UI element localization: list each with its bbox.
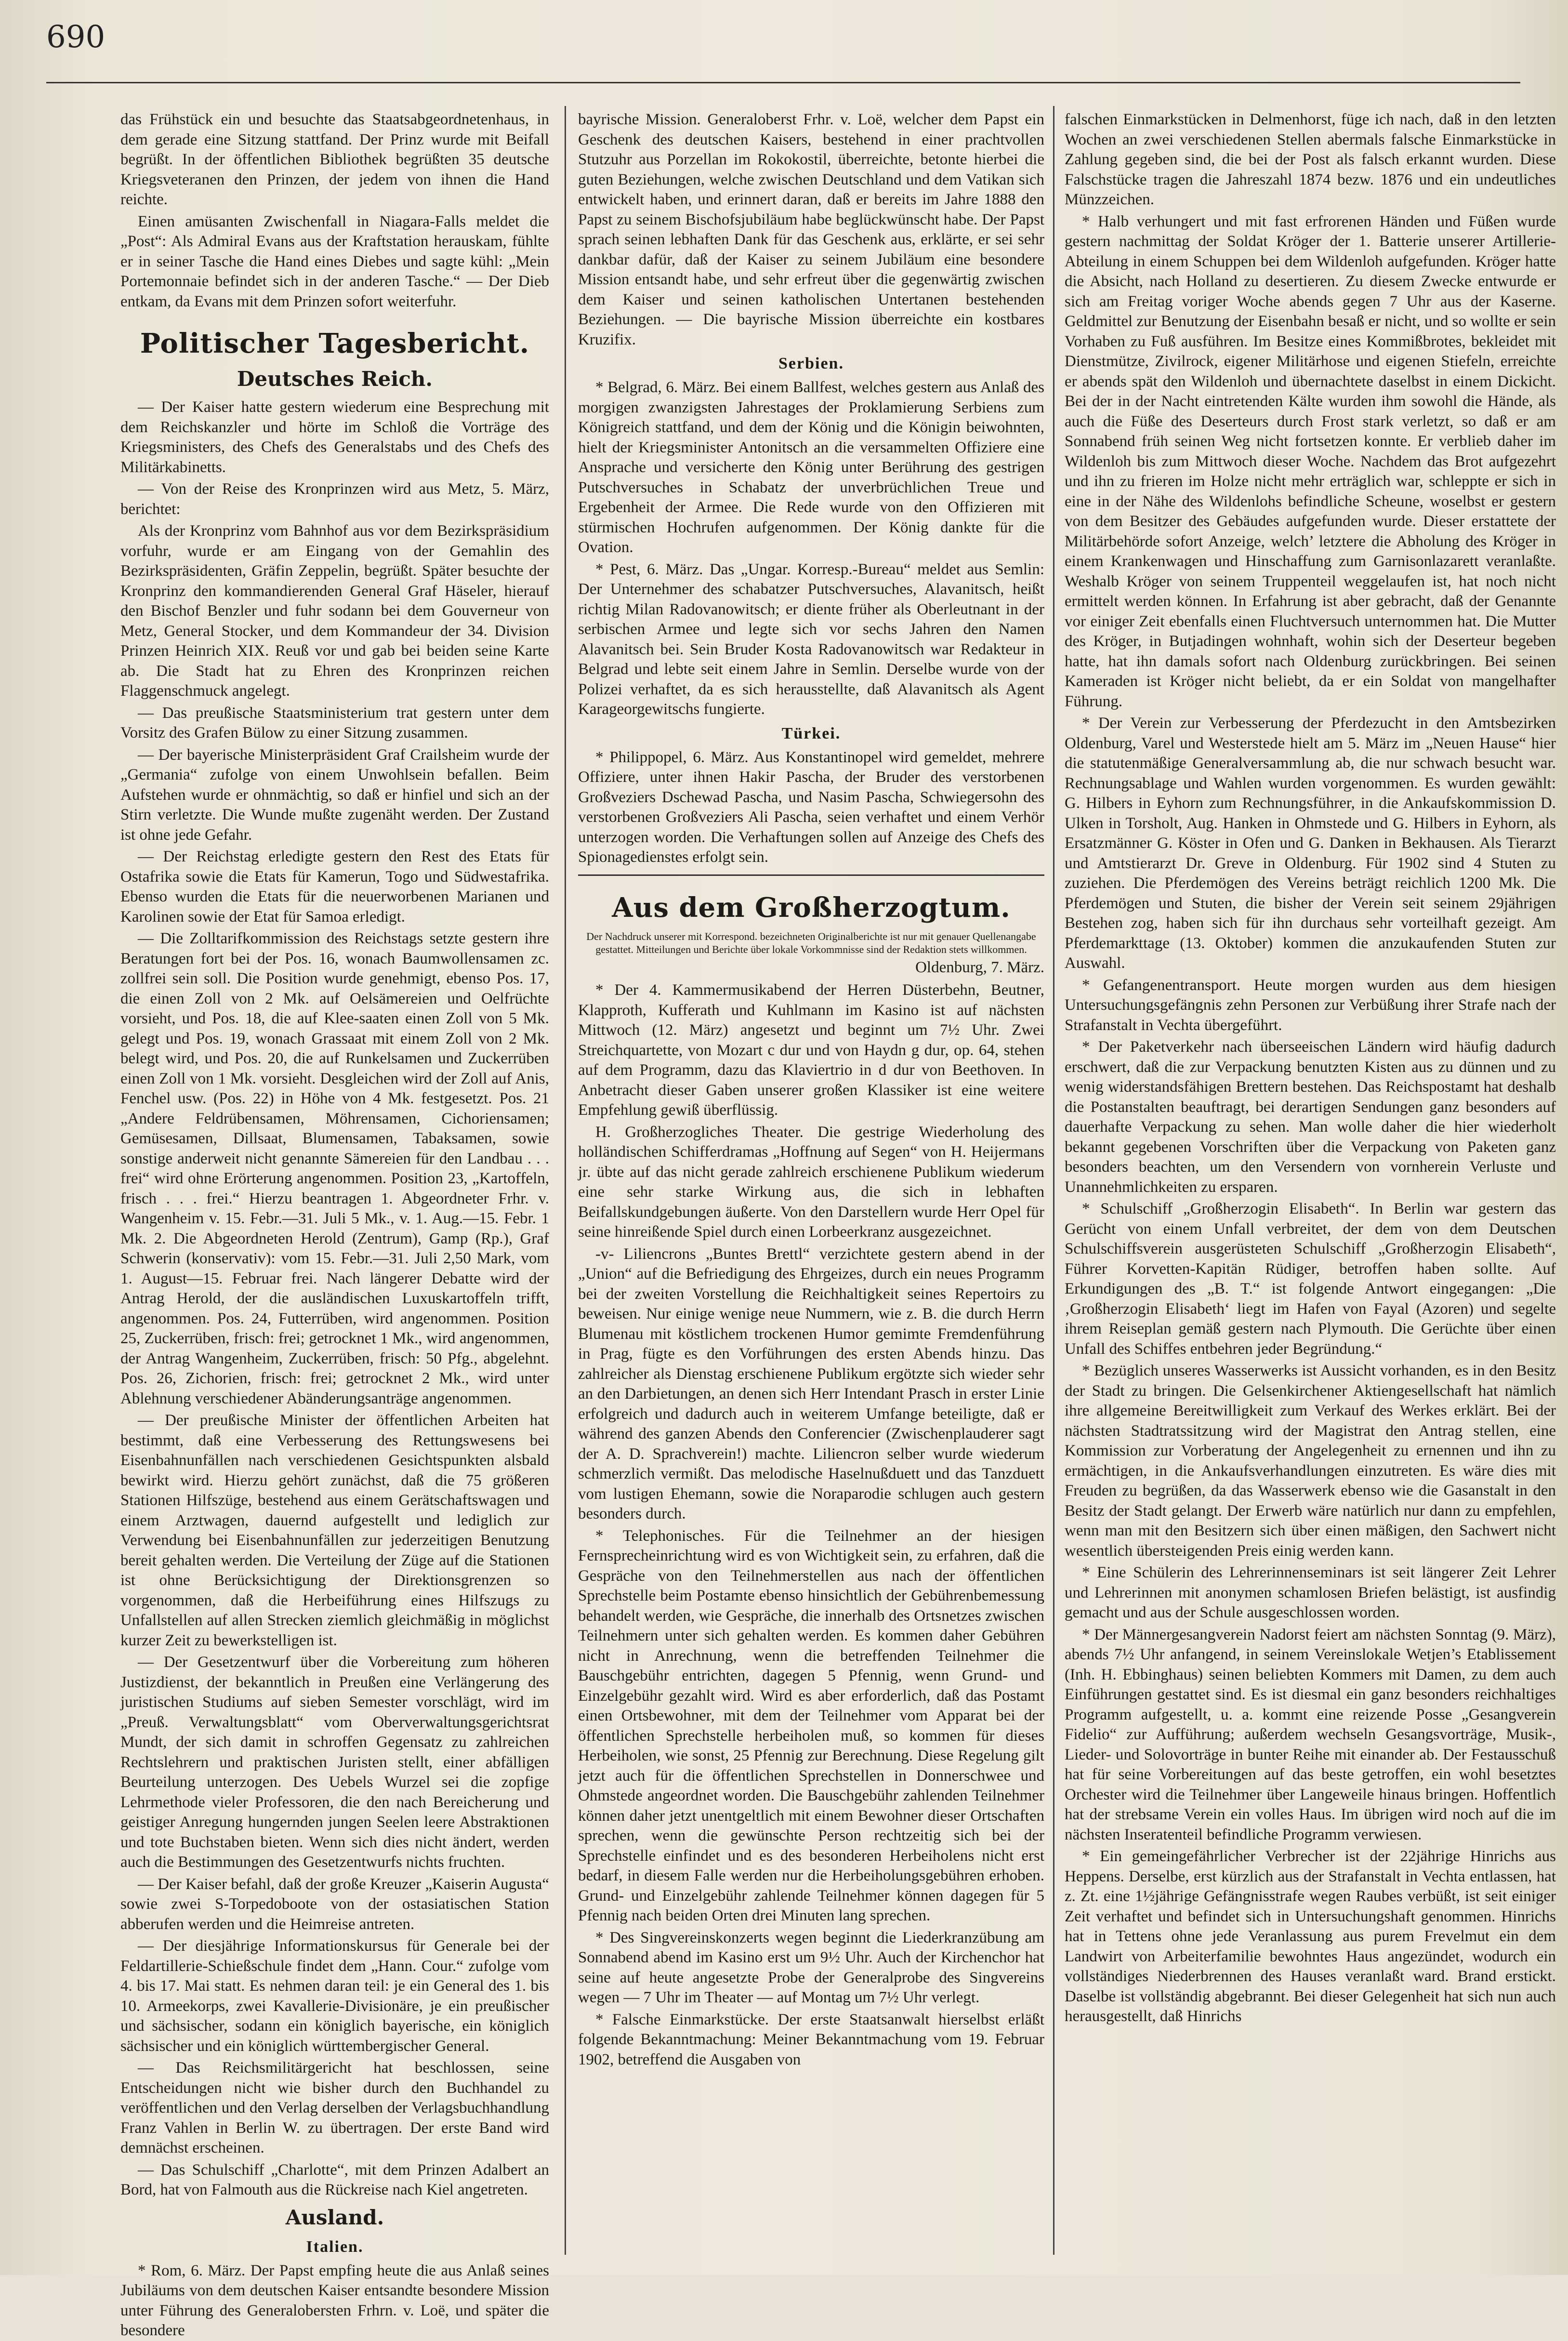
section-heading-grand-duchy: Aus dem Großherzogtum.	[612, 891, 1011, 924]
article-text: — Der Kaiser befahl, daß der große Kreuzer „Kaiserin Augusta“ sowie zwei S-Torpedoboote von der ostasiatischen Station abberufen werden und die Heimreise antreten.	[120, 1875, 549, 1933]
article-text: * Der Verein zur Verbesserung der Pferdezucht in den Amtsbezirken Oldenburg, Varel und Westerstede hielt am 5. März im „Neuen Hause“ hier die statutenmäßige Generalversammlung ab, die nur schwach besucht war. Rechnungsablage und Wahlen wurden vorgenommen. Es wurden gewählt: G. Hilbers in Eyhorn zum Rechnungsführer, in die Ankaufskommission D. Ulken in Torsholt, Aug. Hanken in Ohmstede und G. Hilbers in Eyhorn, als Ersatzmänner G. Köster in Ofen und G. Danken in Bekhausen. Als Tierarzt und Amtstierarzt Dr. Greve in Oldenburg. Für 1902 sind 4 Stuten zu zuziehen. Die Pferdemögen des Vereins beträgt reichlich 1200 Mk. Die Pferdemögen und Stuten, die bisher der Verein seit seinem 29jährigen Bestehen zog, haben sich für ihn durchaus sehr vorteilhaft gezeigt. Am Pferdemarkttage (13. Oktober) kommen die anzukaufenden Stuten zur Auswahl.	[1065, 714, 1556, 972]
country-heading-serbia: Serbien.	[778, 355, 844, 372]
article-text: — Der Reichstag erledigte gestern den Rest des Etats für Ostafrika sowie die Etats für Kamerun, Togo und Südwestafrika. Ebenso wurden die Etats für die neuerworbenen Marianen und Karolinen sowie der Etat für Samoa erledigt.	[120, 848, 549, 926]
article-text: * Bezüglich unseres Wasserwerks ist Aussicht vorhanden, es in den Besitz der Stadt zu bringen. Die Gelsenkirchener Aktiengesellschaft hat nämlich ihre allgemeine Bereitwilligkeit zum Verkauf des Werkes erklärt. Bei der nächsten Stadtratssitzung wird der Magistrat den Antrag stellen, eine Kommission zur Vorberatung der Angelegenheit zu ernennen und ihn zu ermächtigen, in die Ankaufsverhandlungen einzutreten. Es wäre dies mit Freuden zu begrüßen, da das Wasserwerk ebenso wie die Gasanstalt in den Besitz der Stadt gelangt. Der Erwerb wäre natürlich nur dann zu empfehlen, wenn man mit den Besitzern sich über einen mäßigen, den Sachwert nicht wesentlich übersteigenden Preis einig werden kann.	[1065, 1362, 1556, 1560]
reprint-note: Der Nachdruck unserer mit Korrespond. bezeichneten Originalberichte ist nur mit genauer Quellenangabe gestattet. Mitteilungen und Berichte über lokale Vorkommnisse sind der Redaktion stets willkommen.	[586, 930, 1036, 955]
page-number: 690	[46, 19, 105, 55]
article-text: * Belgrad, 6. März. Bei einem Ballfest, welches gestern aus Anlaß des morgigen zwanzigsten Jahrestages der Proklamierung Serbiens zum Königreich stattfand, und dem der König und die Königin beiwohnten, hielt der Kriegsminister Antonitsch an die versammelten Offiziere eine Ansprache und versicherte den König unter Berührung des gestrigen Putschversuches in Schabatz der unverbrüchlichen Treue und Ergebenheit der Armee. Die Rede wurde von den Offizieren mit stürmischen Hochrufen aufgenommen. Der König dankte für die Ovation.	[578, 379, 1044, 556]
header-rule	[46, 82, 1520, 83]
column-divider-2	[1053, 106, 1054, 2255]
section-heading-abroad: Ausland.	[285, 2205, 384, 2229]
column-1	[120, 110, 549, 2339]
article-text: * Ein gemeingefährlicher Verbrecher ist der 22jährige Hinrichs aus Heppens. Derselbe, erst kürzlich aus der Strafanstalt in Vechta entlassen, hat z. Zt. eine 1½jährige Gefängnisstrafe wegen Raubes verbüßt, ist seit einiger Zeit verhaftet und befindet sich in Untersuchungshaft genommen. Hinrichs hat in Tettens ohne jede Veranlassung aus purem Frevelmut ein dem Landwirt von Arbeiterfamilie bewohntes Haus angezündet, wodurch ein vollständiges Niederbrennen des Hauses veranlaßt ward. Brand erstickt. Daselbe ist vollständig abgebrannt. Bei dieser Gelegenheit hat sich nun auch herausgestellt, daß Hinrichs	[1065, 1848, 1556, 2025]
article-text: — Das preußische Staatsministerium trat gestern unter dem Vorsitz des Grafen Bülow zu einer Sitzung zusammen.	[120, 704, 549, 741]
article-text: * Eine Schülerin des Lehrerinnenseminars ist seit längerer Zeit Lehrer und Lehrerinnen mit anonymen schamlosen Briefen belästigt, ist ausfindig gemacht und aus der Schule ausgeschlossen worden.	[1065, 1564, 1556, 1621]
article-text: H. Großherzogliches Theater. Die gestrige Wiederholung des holländischen Schifferdramas „Hoffnung auf Segen“ von H. Heijermans jr. übte auf das nicht gerade zahlreich erschienene Publikum wiederum eine sehr starke Wirkung aus, die sich in lebhaften Beifallskundgebungen äußerte. Von den Darstellern wurde Herr Opel für seine hinreißende Spiel durch einen Lorbeerkranz ausgezeichnet.	[578, 1123, 1044, 1241]
column-divider-1	[565, 106, 566, 2255]
country-heading-turkey: Türkei.	[781, 724, 841, 742]
article-text: — Das Reichsmilitärgericht hat beschlossen, seine Entscheidungen nicht wie bisher durch den Buchhandel zu veröffentlichen und den Verlag derselben der Verlagsbuchhandlung Franz Vahlen in Berlin W. zu übertragen. Der erste Band wird demnächst erscheinen.	[120, 2059, 549, 2156]
article-text: * Der Männergesangverein Nadorst feiert am nächsten Sonntag (9. März), abends 7½ Uhr anfangend, in seinem Vereinslokale Wetjen’s Etablissement (Inh. H. Ebbinghaus) seinen beliebten Kommers mit Damen, zu dem auch Einführungen gestattet sind. Es ist diesmal ein ganz besonders reichhaltiges Programm aufgestellt, u. a. kommt eine reizende Posse „Gesangverein Fidelio“ zur Aufführung; außerdem wechseln Gesangsvorträge, Musik-, Lieder- und Solovorträge in bunter Reihe mit einander ab. Der Festausschuß hat für seine Vorbereitungen auf das beste getroffen, ein wohl besetztes Orchester wird die Teilnehmer über Langeweile hinaus bringen. Hoffentlich hat der strebsame Verein ein volles Haus. Im übrigen wird noch auf die im nächsten Inseratenteil befindliche Programm verwiesen.	[1065, 1626, 1556, 1843]
section-heading: Politischer Tagesbericht.	[140, 328, 530, 359]
article-text: — Von der Reise des Kronprinzen wird aus Metz, 5. März, berichtet:	[120, 480, 549, 518]
article-text: * Pest, 6. März. Das „Ungar. Korresp.-Bureau“ meldet aus Semlin: Der Unternehmer des schabatzer Putschversuches, Alavanitsch, heißt richtig Milan Radovanowitsch; er diente früher als Oberleutnant in der serbischen Armee und legte sich vor sechs Jahren den Namen Alavanitsch bei. Sein Bruder Kosta Radovanowitsch war Redakteur in Belgrad und lebte seit einem Jahre in Semlin. Derselbe wurde von der Polizei verhaftet, da es sich herausstellte, daß Alavanitsch als Agent Karageorgewitschs fungierte.	[578, 560, 1044, 718]
article-text: — Der diesjährige Informationskursus für Generale bei der Feldartillerie-Schießschule findet dem „Hann. Cour.“ zufolge vom 4. bis 17. Mai statt. Es nehmen daran teil: je ein General des 1. bis 10. Armeekorps, zwei Kavallerie-Divisionäre, je ein preußischer und sächsischer, sodann ein königlich bayerische, ein königlich sächsischer und ein königlich württembergischer General.	[120, 1937, 549, 2055]
article-text: das Frühstück ein und besuchte das Staatsabgeordnetenhaus, in dem gerade eine Sitzung stattfand. Der Prinz wurde mit Beifall begrüßt. In der öffentlichen Bibliothek begrüßten 35 deutsche Kriegsveteranen den Prinzen, der jedem von ihnen die Hand reichte.	[120, 111, 549, 208]
article-text: * Gefangenentransport. Heute morgen wurden aus dem hiesigen Untersuchungsgefängnis zehn Personen zur Verbüßung ihrer Strafe nach der Strafanstalt in Vechta übergeführt.	[1065, 976, 1556, 1034]
column-3	[1065, 110, 1556, 2249]
article-text: * Rom, 6. März. Der Papst empfing heute die aus Anlaß seines Jubiläums von dem deutschen Kaiser entsandte besondere Mission unter Führung des Generalobersten Frhrn. v. Loë, und später die besondere	[120, 2262, 549, 2339]
country-heading-italy: Italien.	[306, 2237, 364, 2256]
article-text: bayrische Mission. Generaloberst Frhr. v. Loë, welcher dem Papst ein Geschenk des deutschen Kaisers, bestehend in einer prachtvollen Stutzuhr aus Porzellan im Rokokostil, überreichte, betonte hierbei die guten Beziehungen, welche zwischen Deutschland und dem Vatikan sich entwickelt haben, und erinnert daran, daß er bereits im Jahre 1888 den Papst zu seinem Bischofsjubiläum habe beglückwünscht habe. Der Papst sprach seinen lebhaften Dank für das Geschenk aus, erklärte, er sei sehr dankbar dafür, daß der Kaiser zu seinem Jubiläum eine besondere Mission entsandt habe, und sehr erfreut über die gegenwärtig zwischen dem Kaiser und seinen katholischen Untertanen bestehenden Beziehungen. — Die bayrische Mission überreichte ein kostbares Kruzifix.	[578, 111, 1044, 348]
dateline: Oldenburg, 7. März.	[915, 958, 1044, 976]
article-text: * Der Paketverkehr nach überseeischen Ländern wird häufig dadurch erschwert, daß die zur Verpackung benutzten Kisten aus zu dünnen und zu wenig widerstandsfähigen Brettern bestehen. Das Reichspostamt hat deshalb die Postanstalten beauftragt, bei derartigen Sendungen ganz besonders auf dauerhafte Verpackung zu sehen. Man wolle daher die hier wiederholt bekannt gegebenen Vorschriften über die Verpackung von Paketen ganz besonders beachten, um den Versendern von vornherein Verluste und Unannehmlichkeiten zu ersparen.	[1065, 1038, 1556, 1196]
article-text: falschen Einmarkstücken in Delmenhorst, füge ich nach, daß in den letzten Wochen an zwei verschiedenen Stellen abermals falsche Einmarkstücke in Zahlung gegeben sind, die bei der Post als falsch erkannt wurden. Diese Falschstücke tragen die Jahreszahl 1874 bezw. 1876 und ein undeutliches Münzzeichen.	[1065, 111, 1556, 208]
article-text: * Des Singvereinskonzerts wegen beginnt die Liederkranzübung am Sonnabend abend im Kasino erst um 9½ Uhr. Auch der Kirchenchor hat seine auf heute angesetzte Probe der Generalprobe des Singvereins wegen — 7 Uhr im Theater — auf Montag um 7½ Uhr verlegt.	[578, 1929, 1044, 2006]
article-text: — Der Kaiser hatte gestern wiederum eine Besprechung mit dem Reichskanzler und hörte im Schloß die Vorträge des Kriegsministers, des Chefs des Generalstabs und des Chefs des Militärkabinetts.	[120, 398, 549, 476]
section-rule	[578, 874, 1044, 876]
article-text: * Der 4. Kammermusikabend der Herren Düsterbehn, Beutner, Klapproth, Kufferath und Kuhlmann im Kasino ist auf nächsten Mittwoch (12. März) angesetzt und beginnt um 7½ Uhr. Zwei Streichquartette, von Mozart c dur und von Haydn g dur, op. 64, stehen auf dem Programm, dazu das Klaviertrio in d dur von Beethoven. In Anbetracht dieser Gaben unserer großen Klassiker ist eine weitere Empfehlung gewiß überflüssig.	[578, 981, 1044, 1119]
column-2	[578, 110, 1044, 2249]
article-text: — Der bayerische Ministerpräsident Graf Crailsheim wurde der „Germania“ zufolge von einem Unwohlsein befallen. Beim Aufstehen wurde er ohnmächtig, so daß er hinfiel und sich an der Stirn verletzte. Die Wunde mußte zugenäht werden. Der Zustand ist ohne jede Gefahr.	[120, 746, 549, 844]
article-text: * Halb verhungert und mit fast erfrorenen Händen und Füßen wurde gestern nachmittag der Soldat Kröger der 1. Batterie unserer Artillerie-Abteilung in einem Schuppen bei dem Wildenloh aufgefunden. Kröger hatte die Absicht, nach Holland zu desertieren. Zu diesem Zwecke entwurde er sich am Freitag voriger Woche abends gegen 7 Uhr aus der Kaserne. Geldmittel zur Benutzung der Eisenbahn besaß er nicht, und so wollte er sein Vorhaben zu Fuß ausführen. Im Besitze eines Kommißbrotes, bekleidet mit Dienstmütze, Zivilrock, eigener Militärhose und eigenen Stiefeln, erreichte er abends spät den Wildenloh und übernachtete daselbst in einem Dickicht. Bei der in der Nacht eintretenden Kälte wurden ihm sowohl die Hände, als auch die Füße des Deserteurs durch Frost stark verletzt, so daß er am Sonnabend früh seinen Weg nicht fortsetzen konnte. Er verblieb daher im Wildenloh bis zum Mittwoch dieser Woche. Nachdem das Brot aufgezehrt und ihn zu frieren im Holze nicht mehr erträglich war, schleppte er sich in eine in der Nähe des Wildenlohs befindliche Scheune, woselbst er gestern von dem Besitzer des Gebäudes aufgefunden wurde. Dieser erstattete der Militärbehörde sofort Anzeige, welch’ letztere die Abholung des Kröger in einem Krankenwagen und Hinschaffung zum Garnisonlazarett veranlaßte. Weshalb Kröger von seinem Truppenteil weggelaufen ist, hat noch nicht ermittelt werden können. In Erfahrung ist aber gebracht, daß der Genannte vor einiger Zeit ebenfalls einen Fluchtversuch unternommen hat. Die Mutter des Kröger, in Butjadingen wohnhaft, wohin sich der Deserteur begeben hatte, hat ihn damals sofort nach Oldenburg zurückbringen. Bei seinen Kameraden ist Kröger nicht beliebt, da er ein Soldat von mangelhafter Führung.	[1065, 212, 1556, 710]
article-text: — Die Zolltarifkommission des Reichstags setzte gestern ihre Beratungen fort bei der Pos. 16, wonach Baumwollensamen zc. zollfrei sein soll. Die Position wurde genehmigt, ebenso Pos. 17, die einen Zoll von 2 Mk. auf Oelsämereien und Oelfrüchte vorsieht, und Pos. 18, die auf Klee-saaten einen Zoll von 5 Mk. gelegt und Pos. 19, wonach Grassaat mit einem Zoll von 2 Mk. belegt wird, und Pos. 20, die auf Runkelsamen und Zuckerrüben einen Zoll von 1 Mk. vorsieht. Desgleichen wird der Zoll auf Anis, Fenchel usw. (Pos. 22) in Höhe von 4 Mk. festgesetzt. Pos. 21 „Andere Feldrübensamen, Möhrensamen, Cichoriensamen; Gemüsesamen, Dillsaat, Blumensamen, Tabaksamen, sowie sonstige anderweit nicht genannte Sämereien für den Landbau . . . frei“ wird ohne Erörterung angenommen. Position 23, „Kartoffeln, frisch . . . frei.“ Hierzu beantragen 1. Abgeordneter Frhr. v. Wangenheim v. 15. Febr.—31. Juli 5 Mk., v. 1. Aug.—15. Febr. 1 Mk. 2. Die Abgeordneten Herold (Zentrum), Gamp (Rp.), Graf Schwerin (konservativ): vom 15. Febr.—31. Juli 2,50 Mark, vom 1. August—15. Februar frei. Nach längerer Debatte wird der Antrag Herold, der die ausländischen Luxuskartoffeln trifft, angenommen. Pos. 24, Futterrüben, wird angenommen. Position 25, Zuckerrüben, frisch: frei; getrocknet 1 Mk., wird angenommen, der Antrag Wangenheim, Zuckerrüben, frisch: 50 Pfg., abgelehnt. Pos. 26, Zichorien, frisch: frei; getrocknet 2 Mk., wird unter Ablehnung verschiedener Abänderungsanträge angenommen.	[120, 930, 549, 1407]
section-subheading: Deutsches Reich.	[237, 367, 433, 391]
article-text: — Das Schulschiff „Charlotte“, mit dem Prinzen Adalbert an Bord, hat von Falmouth aus die Rückreise nach Kiel angetreten.	[120, 2161, 549, 2198]
article-text: -v- Liliencrons „Buntes Brettl“ verzichtete gestern abend in der „Union“ auf die Befriedigung des Ehrgeizes, durch ein neues Programm bei der zweiten Vorstellung die Reichhaltigkeit seines Repertoirs zu beweisen. Nur einige wenige neue Nummern, wie z. B. die durch Herrn Blumenau mit köstlichem trockenen Humor gemimte Fremdenführung in Prag, fügte es den Vorführungen des ersten Abends hinzu. Das zahlreicher als Dienstag erschienene Publikum ergötzte sich wieder sehr an den Darbietungen, an denen sich Herr Intendant Prasch in erster Linie erfolgreich und dadurch auch in weiterem Umfange beteiligte, daß er während des ganzen Abends den Conferencier (Zwischenplauderer sagt der A. D. Sprachverein!) machte. Liliencron selber wurde wiederum schmerzlich vermißt. Das melodische Haselnußduett und das Tanzduett vom lustigen Ehemann, sowie die Noraparodie schlugen auch gestern besonders durch.	[578, 1245, 1044, 1522]
article-text: Einen amüsanten Zwischenfall in Niagara-Falls meldet die „Post“: Als Admiral Evans aus der Kraftstation herauskam, fühlte er in seiner Tasche die Hand eines Diebes und sagte kühl: „Mein Portemonnaie befindet sich in der anderen Tasche.“ — Der Dieb entkam, da Evans mit dem Prinzen sofort weiterfuhr.	[120, 212, 549, 310]
article-text: * Philippopel, 6. März. Aus Konstantinopel wird gemeldet, mehrere Offiziere, unter ihnen Hakir Pascha, der Bruder des verstorbenen Großveziers Dschewad Pascha, und Nasim Pascha, Schwiegersohn des verstorbenen Großveziers Ali Pascha, seien verhaftet und einem Verhör unterzogen worden. Die Verhaftungen sollen auf Anzeige des Chefs des Spionagedienstes erfolgt sein.	[578, 748, 1044, 866]
article-text: * Schulschiff „Großherzogin Elisabeth“. In Berlin war gestern das Gerücht von einem Unfall verbreitet, der dem von dem Deutschen Schulschiffsverein ausgerüsteten Schulschiff „Großherzogin Elisabeth“, Führer Korvetten-Kapitän Rüdiger, betroffen haben sollte. Auf Erkundigungen des „B. T.“ ist folgende Antwort eingegangen: „Die ‚Großherzogin Elisabeth‘ liegt im Hafen von Fayal (Azoren) und segelte ihrem Reiseplan gemäß gestern nach Plymouth. Die Gerüchte über einen Unfall des Schiffes entbehren jeder Begründung.“	[1065, 1200, 1556, 1358]
article-text: Als der Kronprinz vom Bahnhof aus vor dem Bezirkspräsidium vorfuhr, wurde er am Eingang von der Gemahlin des Bezirkspräsidenten, Gräfin Zeppelin, begrüßt. Später besuchte der Kronprinz den kommandierenden General Graf Häseler, hierauf den Bischof Benzler und fuhr sodann bei dem Gouverneur von Metz, General Stocker, und dem Kommandeur der 34. Division Prinzen Heinrich XIX. Reuß vor und gab bei beiden seine Karte ab. Die Stadt hat zu Ehren des Kronprinzen reichen Flaggenschmuck angelegt.	[120, 522, 549, 700]
article-text: — Der Gesetzentwurf über die Vorbereitung zum höheren Justizdienst, der bekanntlich in Preußen eine Verlängerung des juristischen Studiums auf sieben Semester vorschlägt, wird im „Preuß. Verwaltungsblatt“ vom Oberverwaltungsgerichtsrat Mundt, der sich damit in schroffen Gegensatz zu zahlreichen Rechtslehrern und praktischen Juristen stellt, einer abfälligen Beurteilung unterzogen. Des Uebels Wurzel sei die zopfige Lehrmethode vieler Professoren, die den nach Bereicherung und geistiger Anregung hungernden jungen Seelen leere Abstraktionen und tote Buchstaben bieten. Wenn sich dies nicht ändert, werden auch die Bestimmungen des Gesetzentwurfs nichts fruchten.	[120, 1653, 549, 1871]
article-text: — Der preußische Minister der öffentlichen Arbeiten hat bestimmt, daß eine Verbesserung des Rettungswesens bei Eisenbahnunfällen nach verschiedenen Gesichtspunkten alsbald bewirkt wird. Hierzu gehört zunächst, daß die 75 größeren Stationen Hilfszüge, bestehend aus einem Gerätschaftswagen und einem Arztwagen, dauernd aufgestellt und lediglich zur Verwendung bei Eisenbahnunfällen zur jederzeitigen Benutzung bereit gehalten werden. Die Verteilung der Züge auf die Stationen ist ohne Berücksichtigung der Direktionsgrenzen so vorgenommen, daß die Herbeiführung eines Hilfszugs zu Unfallstellen auf allen Strecken ziemlich gleichmäßig in möglichst kurzer Zeit zu bewerkstelligen ist.	[120, 1412, 549, 1649]
article-text: * Telephonisches. Für die Teilnehmer an der hiesigen Fernsprecheinrichtung wird es von Wichtigkeit sein, zu erfahren, daß die Gespräche von den Teilnehmerstellen aus nach der öffentlichen Sprechstelle beim Postamte ebenso hinsichtlich der Gebührenbemessung behandelt werden, wie Gespräche, die innerhalb des Ortsnetzes zwischen Teilnehmern unter sich gehalten werden. Es kommen daher Gebühren nicht in Anrechnung, wenn die betreffenden Teilnehmer die Bauschgebühr entrichten, dagegen 5 Pfennig, wenn Grund- und Einzelgebühr gezahlt wird. Wird es aber erforderlich, daß das Postamt einen Ortsbewohner, mit dem der Teilnehmer vom Apparat bei der öffentlichen Sprechstelle herbeiholen muß, so kommen für dieses Herbeiholen, wie sonst, 25 Pfennig zur Berechnung. Diese Regelung gilt jetzt auch für die öffentlichen Sprechstellen in Donnerschwee und Ohmstede angeordnet worden. Die Bauschgebühr zahlenden Teilnehmer können daher jetzt unentgeltlich mit einem Bewohner dieser Ortschaften sprechen, wenn die gewünschte Person rechtzeitig sich bei der Sprechstelle einfindet und es des besonderen Herbeiholens nicht erst bedarf, in diesem Falle werden nur die Herbeiholungsgebühren erhoben. Grund- und Einzelgebühr zahlende Teilnehmer können dagegen für 5 Pfennig nach beiden Orten drei Minuten lang sprechen.	[578, 1527, 1044, 1924]
article-text: * Falsche Einmarkstücke. Der erste Staatsanwalt hierselbst erläßt folgende Bekanntmachung: Meiner Bekanntmachung vom 19. Februar 1902, betreffend die Ausgaben von	[578, 2010, 1044, 2068]
